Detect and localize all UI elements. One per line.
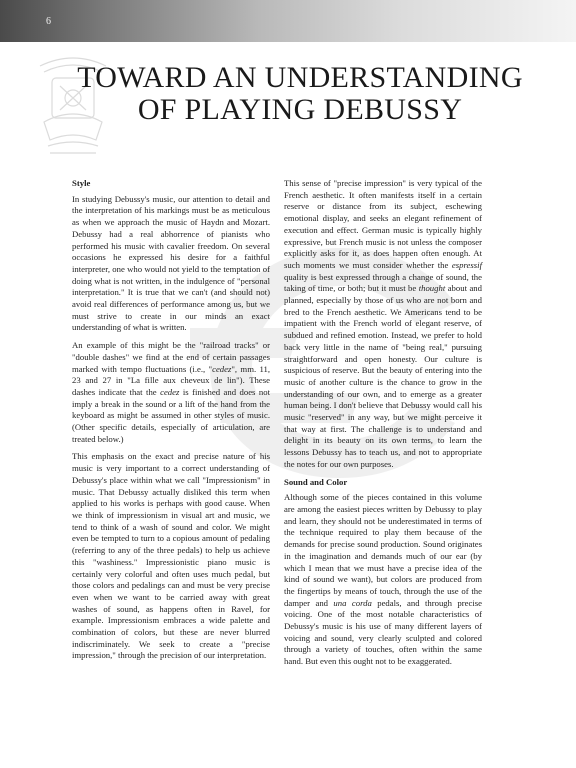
paragraph: An example of this might be the "railroad tracks" or "double dashes" we find at the end of certain passages marked with tempo fluctuations (i.e., "cedez", mm. 11, 23 and 27 in "La fille aux cheveux de lin"). These dashes indicate that the cedez is finished and does not imply a break in the sound or a lift of the hand from the keyboard as might be assumed in other styles of music. (Other specific details, especially of articulation, are treated below.)	[72, 340, 270, 444]
page-number: 6	[46, 16, 51, 27]
page-title-line-1: TOWARD AN UNDERSTANDING	[77, 61, 523, 94]
paragraph: This emphasis on the exact and precise nature of his music is very important to a correct understanding of Debussy's place within what we call "Impressionism" in music. That Debussy actually disliked this term when applied to his works is perhaps with good cause. When we think of impressionism in visual art and music, we tend to think of a wash of sound and color. We might even be tempted to turn to a copious amount of pedaling (referring to any of the three pedals) to help us achieve this "washiness." Impressionistic piano music is certainly very colorful and often uses much pedal, but those colors and pedalings can and must be very precise even when we want to be carried away with great washes of sound, as happens often in Ravel, for example. Impressionism embraces a wide palette and combination of colors, but these are never blurred indiscriminately. We seek to create a "precise impression," through the precision of our interpretation.	[72, 451, 270, 661]
section-heading-sound-and-color: Sound and Color	[284, 476, 348, 487]
left-column	[72, 178, 270, 668]
paragraph: In studying Debussy's music, our attention to detail and the interpretation of his markings must be as meticulous as when we approach the music of Haydn and Mozart. Debussy had a real abhorrence of pianists who performed his music with cavalier freedom. On several occasions he expressed his desire for a faithful interpreter, one who would not yield to the temptation of doing what is not written, in the indulgence of "personal interpretation." It is true that we can't (and should not) avoid real differences of performance among us, but we must strive to create in our minds an exact understanding of what is written.	[72, 193, 270, 333]
paragraph: This sense of "precise impression" is very typical of the French aesthetic. It often manifests itself in a certain reserve or distance from its subject, eschewing emotional display, and seeks an elegant refinement of execution and effect. German music is typically highly expressive, but French music is not unless the composer explicitly asks for it, as does happen often enough. At such moments we must consider whether the espressif quality is best expressed through a change of sound, the taking of time, or both; but it must be thought about and planned, especially by those of us who are not born and bred to the French aesthetic. We Americans tend to be impatient with the French world of elegant reserve, of subdued and refined emotion. Instead, we prefer to hold back very little in the name of "being real," pursuing straightforward and open honesty. Our culture is suspicious of reserve. But the beauty of entering into the music of another culture is the chance to grow in the understanding of our own, and to emerge as a greater human being. I don't believe that Debussy would call his music "reserved" in any way, but we might perceive it that way at first. The challenge is to understand and delight in its beauty on its own terms, to learn the lessons Debussy has to teach us, and not to appropriate the notes for our own purposes.	[284, 178, 482, 469]
page-title	[60, 62, 540, 126]
paragraph: Although some of the pieces contained in this volume are among the easiest pieces written by Debussy to play and learn, they should not be underestimated in terms of the technique required to play them because of the demands for precise sound production. Sound originates in the imagination and demands much of our ear (by which I mean that we must have a precise idea of the kind of sound we want), but colors are produced from the fingertips by means of touch, through the use of the damper and una corda pedals, and through precise voicing. One of the most notable characteristics of Debussy's music is his use of many different layers of voicing and sound, very clearly sculpted and colored through a variety of touches, often within the same hand. But even this ought not to be exaggerated.	[284, 492, 482, 667]
header-band	[0, 0, 576, 42]
section-heading-style: Style	[72, 178, 91, 188]
right-column	[284, 178, 482, 674]
page-title-line-2: OF PLAYING DEBUSSY	[137, 93, 463, 126]
